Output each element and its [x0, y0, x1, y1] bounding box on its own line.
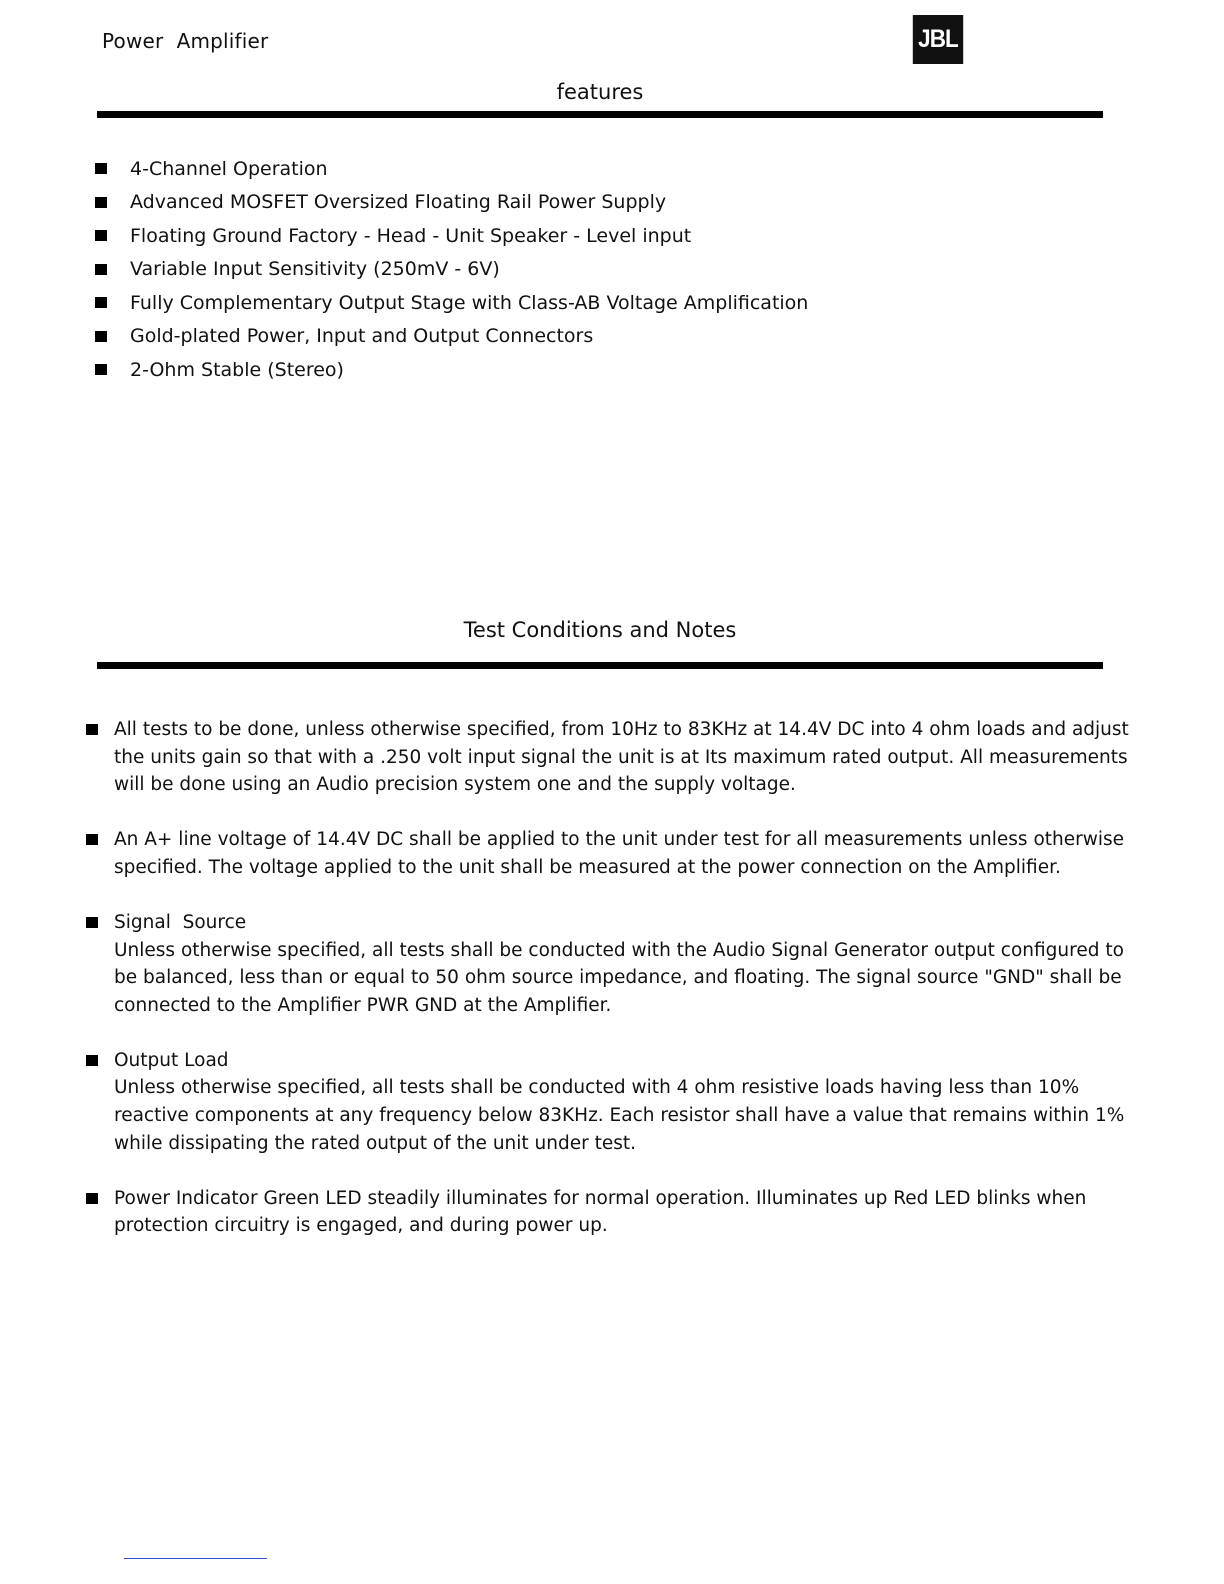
features-divider: [97, 111, 1103, 118]
feature-item: [95, 219, 808, 253]
bullet-icon: [95, 331, 107, 342]
bullet-icon: [86, 1193, 98, 1204]
note-line: Power Indicator Green LED steadily illuminates for normal operation. Illuminates up Red LED blinks when: [114, 1187, 1087, 1209]
feature-item: [95, 353, 808, 387]
features-heading: features: [556, 80, 644, 104]
bullet-icon: [95, 197, 107, 208]
note-item: [86, 716, 1146, 799]
feature-text: Floating Ground Factory - Head - Unit Speaker - Level input: [130, 224, 692, 247]
note-item: [86, 826, 1146, 881]
note-line: be balanced, less than or equal to 50 ohm source impedance, and floating. The signal source "GND" shall be: [114, 967, 1122, 989]
note-line: All tests to be done, unless otherwise specified, from 10Hz to 83KHz at 14.4V DC into 4 ohm loads and adjust: [114, 719, 1129, 740]
note-line: reactive components at any frequency below 83KHz. Each resistor shall have a value that remains within 1%: [114, 1105, 1125, 1127]
feature-item: [95, 286, 808, 320]
features-list: [95, 152, 808, 387]
jbl-logo: JBL: [913, 15, 963, 64]
bullet-icon: [95, 230, 107, 241]
note-line: protection circuitry is engaged, and during power up.: [114, 1215, 608, 1237]
note-heading: Signal Source: [114, 911, 247, 933]
bullet-icon: [86, 1055, 98, 1066]
test-conditions-heading: Test Conditions and Notes: [463, 618, 737, 642]
footer-rule: [124, 1558, 267, 1559]
note-line: specified. The voltage applied to the unit shall be measured at the power connection on the Amplifier.: [114, 856, 1061, 878]
feature-text: Advanced MOSFET Oversized Floating Rail Power Supply: [130, 191, 667, 214]
note-line: the units gain so that with a .250 volt input signal the unit is at Its maximum rated output. All measurements: [114, 746, 1128, 768]
bullet-icon: [86, 724, 98, 735]
notes-list: [86, 716, 1146, 1267]
feature-item: [95, 186, 808, 220]
feature-text: Fully Complementary Output Stage with Class-AB Voltage Amplification: [130, 291, 809, 314]
note-line: Unless otherwise specified, all tests shall be conducted with 4 ohm resistive loads having less than 10%: [114, 1077, 1080, 1099]
bullet-icon: [95, 163, 107, 174]
bullet-icon: [95, 297, 107, 308]
bullet-icon: [95, 364, 107, 375]
bullet-icon: [86, 834, 98, 845]
feature-item: [95, 253, 808, 287]
feature-text: 4-Channel Operation: [130, 157, 328, 180]
document-title: Power Amplifier: [102, 29, 269, 53]
feature-text: Variable Input Sensitivity (250mV - 6V): [130, 258, 500, 281]
bullet-icon: [95, 264, 107, 275]
note-heading: Output Load: [114, 1049, 229, 1071]
test-conditions-divider: [97, 662, 1103, 669]
feature-item: [95, 320, 808, 354]
note-line: An A+ line voltage of 14.4V DC shall be applied to the unit under test for all measurements unless otherwise: [114, 829, 1125, 851]
note-item: [86, 1047, 1146, 1157]
feature-item: [95, 152, 808, 186]
note-line: while dissipating the rated output of the unit under test.: [114, 1132, 637, 1154]
note-line: will be done using an Audio precision system one and the supply voltage.: [114, 774, 796, 796]
note-line: connected to the Amplifier PWR GND at the Amplifier.: [114, 994, 612, 1016]
note-item: [86, 909, 1146, 1019]
note-item: [86, 1185, 1146, 1240]
bullet-icon: [86, 917, 98, 928]
feature-text: Gold-plated Power, Input and Output Connectors: [130, 325, 594, 348]
feature-text: 2-Ohm Stable (Stereo): [130, 358, 344, 381]
note-line: Unless otherwise specified, all tests shall be conducted with the Audio Signal Generator output configured to: [114, 939, 1124, 961]
